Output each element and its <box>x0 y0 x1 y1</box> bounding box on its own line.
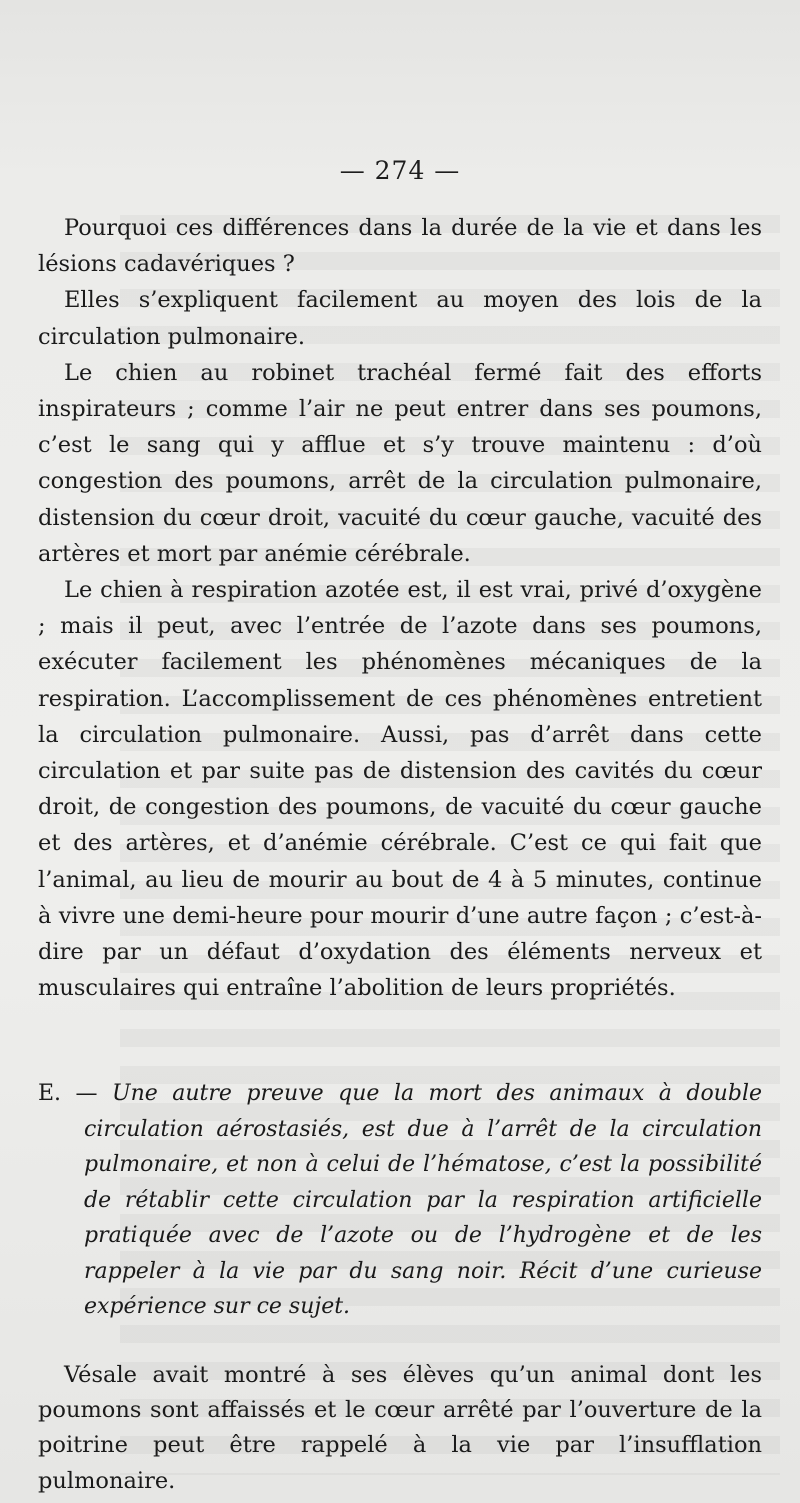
paragraph-question: Pourquoi ces différences dans la durée de la vie et dans les lésions cadavériques ? <box>38 215 762 278</box>
page-number: — 274 — <box>339 156 461 185</box>
paragraph-closed-trachea: Le chien au robinet trachéal fermé fait des efforts inspirateurs ; comme l’air ne peut entrer dans ses poumons, c’est le sang qui y afflue et s’y trouve maintenu : d’où congestion des poumons, arrêt de la circulation pulmonaire, distension du cœur droit, vacuité du cœur gauche, vacuité des artères et mort par anémie cérébrale. <box>38 359 762 567</box>
section-summary <box>38 1076 762 1325</box>
main-text <box>38 210 762 1006</box>
paragraph-explanation: Elles s’expliquent facilement au moyen des lois de la circulation pulmonaire. <box>38 287 762 350</box>
summary-paragraph <box>38 1076 762 1325</box>
summary-text: Une autre preuve que la mort des animaux à double circulation aérostasiés, est due à l’arrêt de la circulation pulmonaire, et non à celui de l’hématose, c’est la possibilité de rétablir cette circulation par la respiration artificielle pratiquée avec de l’azote ou de l’hydrogène et de les rappeler à la vie par du sang noir. Récit d’une curieuse expérience sur ce sujet. <box>84 1081 762 1319</box>
paragraph-nitrogen-respiration: Le chien à respiration azotée est, il est vrai, privé d’oxygène ; mais il peut, avec l’entrée de l’azote dans ses poumons, exécuter facilement les phénomènes mécaniques de la respiration. L’accomplissement de ces phénomènes entretient la circulation pulmonaire. Aussi, pas d’arrêt dans cette circulation et par suite pas de distension des cavités du cœur droit, de congestion des poumons, de vacuité du cœur gauche et des artères, et d’anémie cérébrale. C’est ce qui fait que l’animal, au lieu de mourir au bout de 4 à 5 minutes, continue à vivre une demi-heure pour mourir d’une autre façon ; c’est-à-dire par un défaut d’oxydation des éléments nerveux et musculaires qui entraîne l’abolition de leurs propriétés. <box>38 577 762 1002</box>
section-label: E. — <box>38 1081 98 1106</box>
paragraph-vesale: Vésale avait montré à ses élèves qu’un animal dont les poumons sont affaissés et le cœur arrêté par l’ouverture de la poitrine peut être rappelé à la vie par l’insufflation pulmonaire. <box>38 1362 762 1494</box>
closing-text <box>38 1358 762 1499</box>
